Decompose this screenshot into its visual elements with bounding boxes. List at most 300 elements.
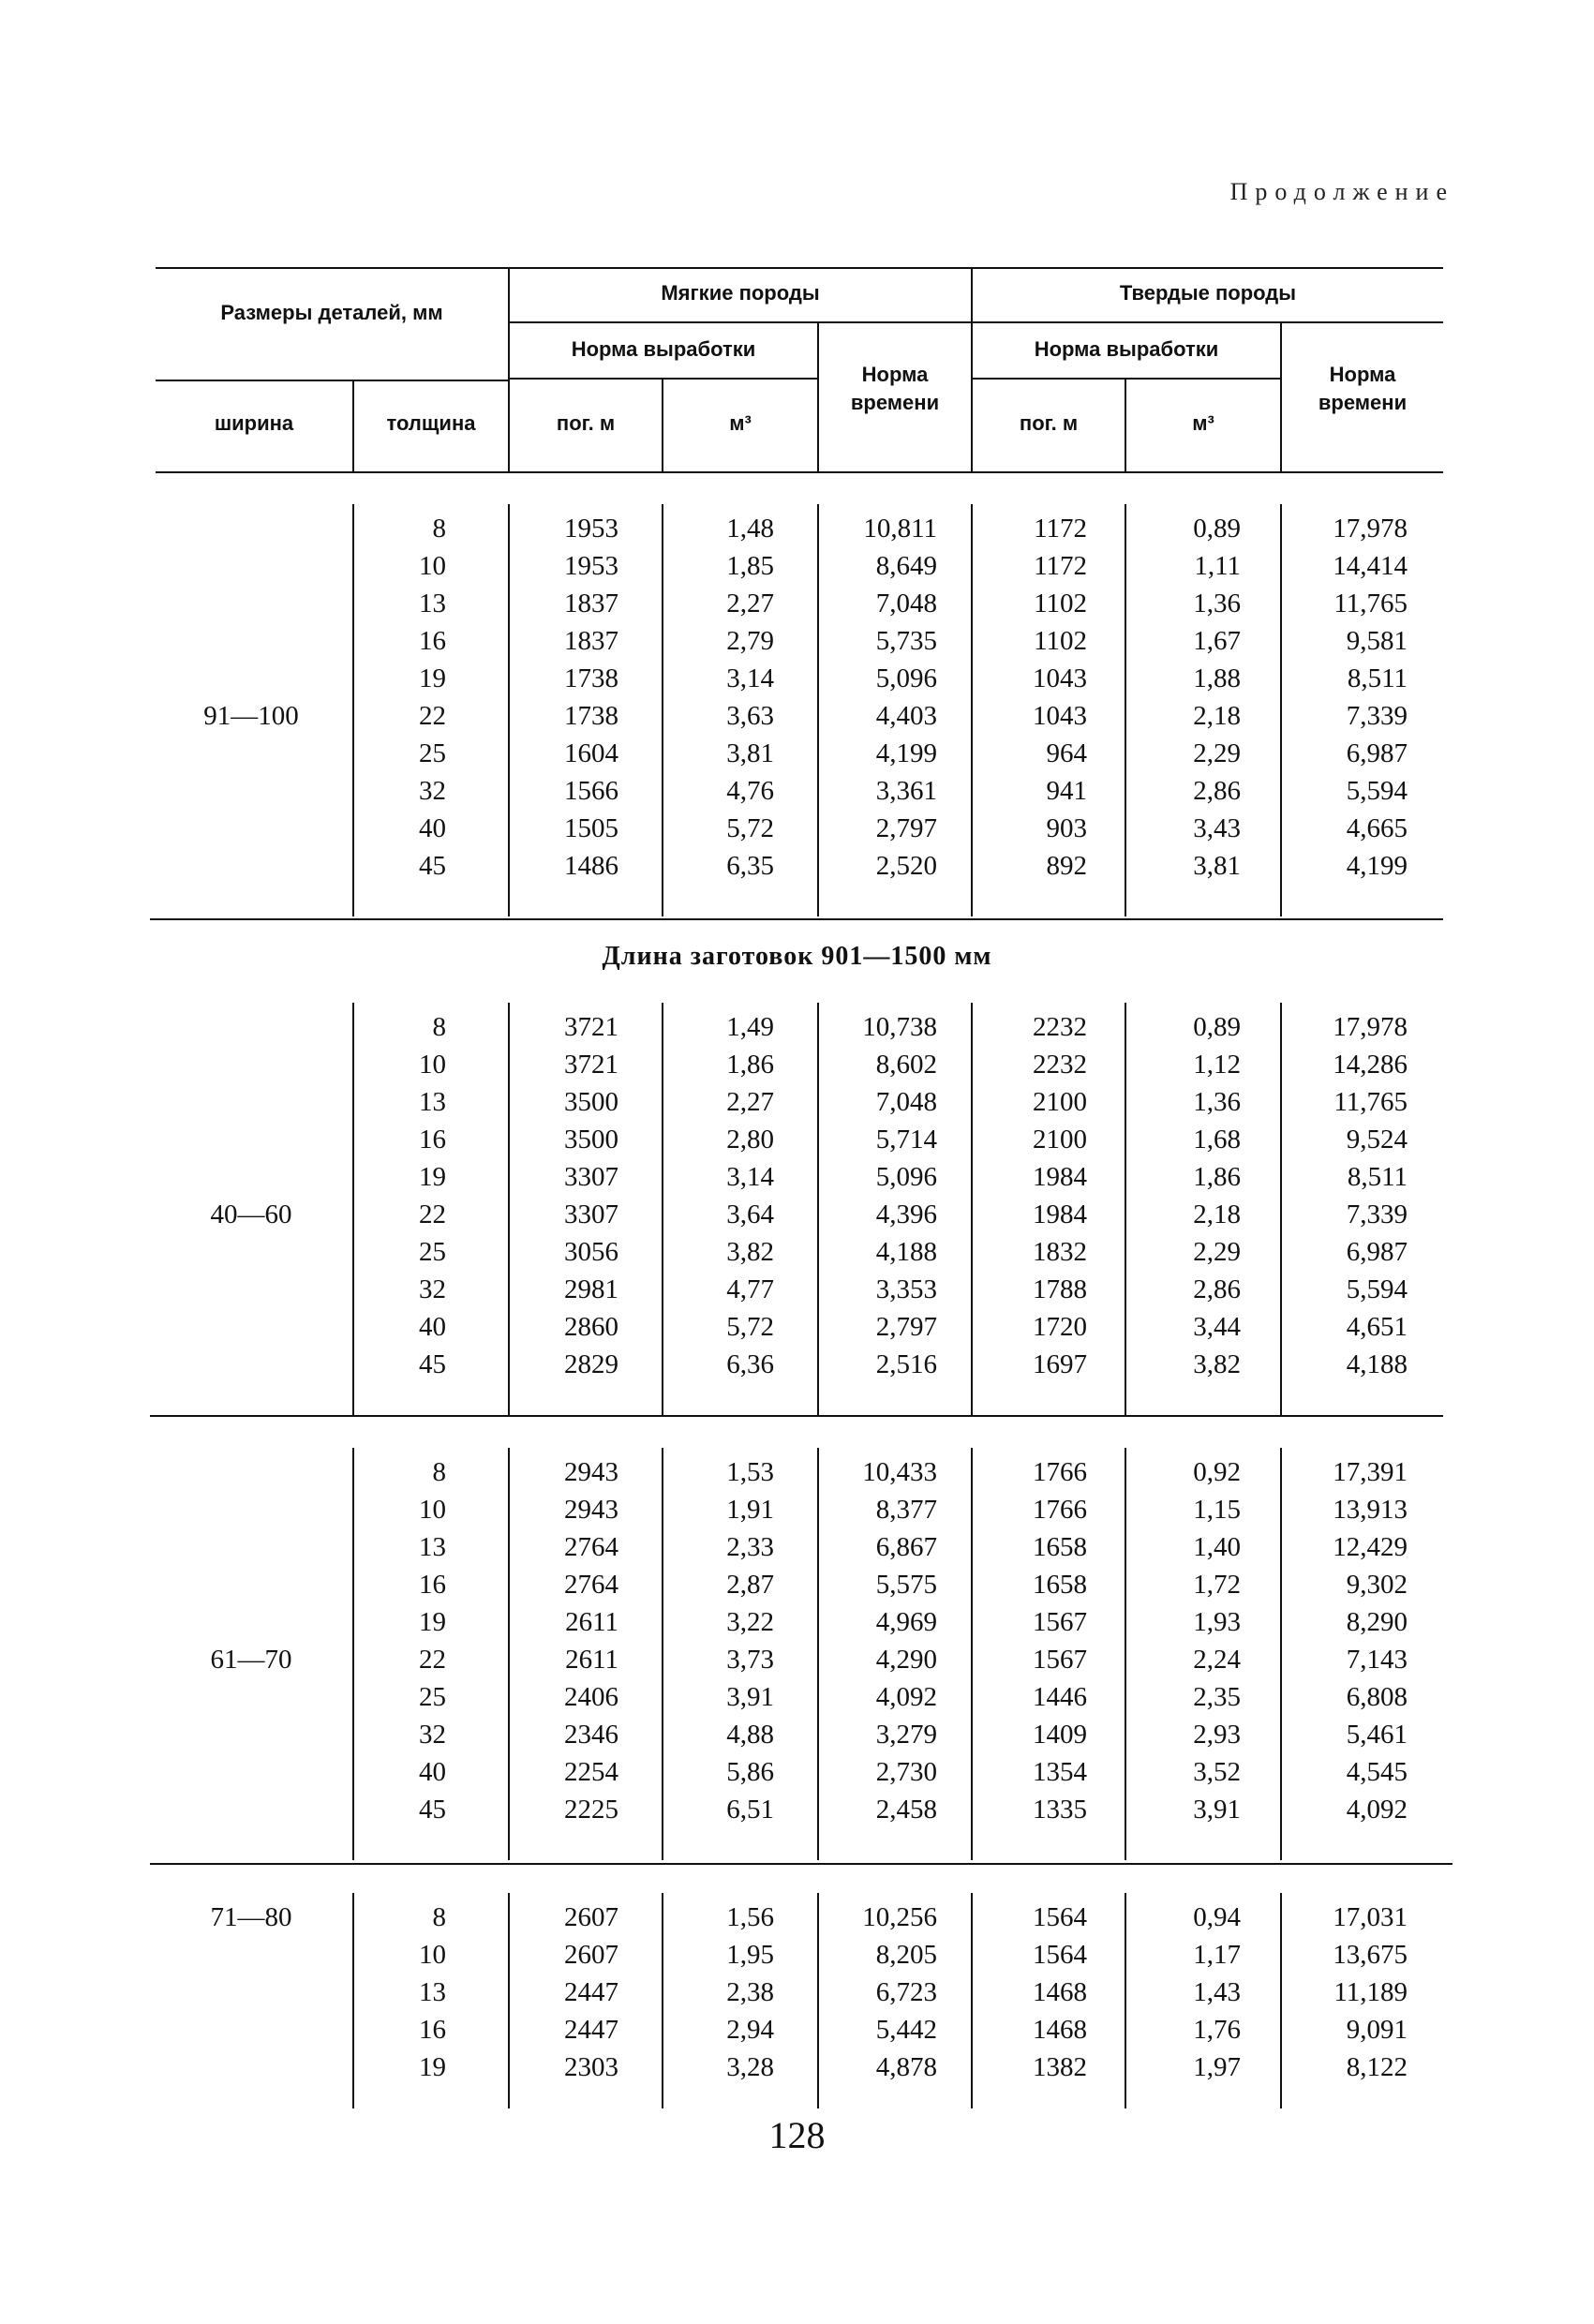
hard-cubic-m-cell: 1,68: [1193, 1125, 1241, 1155]
soft-linear-m-cell: 2225: [564, 1795, 618, 1825]
soft-cubic-m-cell: 2,80: [726, 1125, 774, 1155]
hard-linear-m-cell: 1043: [1033, 701, 1087, 731]
hard-cubic-m-cell: 0,89: [1193, 514, 1241, 544]
hard-time-norm-cell: 5,594: [1346, 1274, 1408, 1304]
soft-time-norm-cell: 4,969: [875, 1607, 937, 1637]
soft-linear-m-cell: 1566: [564, 776, 618, 806]
hard-cubic-m-cell: 1,36: [1193, 1087, 1241, 1117]
soft-time-norm-cell: 2,797: [875, 813, 937, 843]
soft-linear-m-cell: 2303: [564, 2052, 618, 2082]
soft-linear-m-cell: 2607: [564, 1940, 618, 1970]
thickness-cell: 8: [432, 1902, 446, 1932]
soft-time-norm-cell: 5,096: [875, 1162, 937, 1192]
thickness-cell: 10: [419, 1940, 446, 1970]
hard-time-norm-cell: 4,545: [1346, 1757, 1408, 1787]
soft-time-norm-cell: 10,811: [863, 514, 937, 544]
thickness-cell: 16: [419, 2015, 446, 2045]
hard-linear-m-cell: 1382: [1033, 2052, 1087, 2082]
hard-linear-m-cell: 892: [1046, 851, 1087, 881]
soft-cubic-m-cell: 2,27: [726, 588, 774, 618]
table-row: [156, 1678, 1443, 1716]
soft-cubic-m-cell: 1,91: [726, 1495, 774, 1525]
hard-linear-m-cell: 1766: [1033, 1457, 1087, 1487]
hard-cubic-m-cell: 2,35: [1193, 1682, 1241, 1712]
soft-time-norm-cell: 10,738: [862, 1012, 937, 1042]
hard-linear-m-cell: 1567: [1033, 1645, 1087, 1675]
hard-cubic-m-cell: 1,17: [1193, 1940, 1241, 1970]
thickness-cell: 45: [419, 1349, 446, 1379]
hard-linear-m-cell: 1564: [1033, 1902, 1087, 1932]
hard-time-norm-cell: 17,978: [1333, 514, 1408, 544]
soft-cubic-m-cell: 3,64: [726, 1199, 774, 1229]
hard-cubic-m-cell: 1,72: [1193, 1570, 1241, 1600]
thickness-cell: 16: [419, 1125, 446, 1155]
hard-linear-m-cell: 1468: [1033, 2015, 1087, 2045]
hard-linear-m-cell: 964: [1046, 738, 1087, 768]
soft-linear-m-cell: 3500: [564, 1087, 618, 1117]
soft-time-norm-cell: 10,256: [862, 1902, 937, 1932]
soft-time-norm-cell: 3,279: [875, 1720, 937, 1750]
soft-time-norm-cell: 2,520: [875, 851, 937, 881]
hard-time-norm-cell: 14,414: [1333, 551, 1408, 581]
hard-cubic-m-cell: 1,40: [1193, 1532, 1241, 1562]
soft-time-norm-cell: 2,458: [875, 1795, 937, 1825]
thickness-cell: 13: [419, 1532, 446, 1562]
table-row: [156, 1308, 1443, 1346]
hard-cubic-m-cell: 2,29: [1193, 738, 1241, 768]
soft-time-norm-cell: 6,867: [875, 1532, 937, 1562]
thickness-cell: 22: [419, 1199, 446, 1229]
header-soft-time-norm-2: времени: [850, 391, 940, 414]
soft-time-norm-cell: 8,649: [875, 551, 937, 581]
thickness-cell: 32: [419, 776, 446, 806]
thickness-cell: 45: [419, 1795, 446, 1825]
thickness-cell: 32: [419, 1274, 446, 1304]
thickness-cell: 19: [419, 1607, 446, 1637]
hard-time-norm-cell: 12,429: [1333, 1532, 1408, 1562]
hard-time-norm-cell: 8,511: [1347, 663, 1408, 693]
header-hard-output-norm: Норма выработки: [1034, 337, 1219, 361]
soft-time-norm-cell: 2,797: [875, 1312, 937, 1342]
hard-time-norm-cell: 17,031: [1333, 1902, 1408, 1932]
table-row: [156, 810, 1443, 847]
soft-cubic-m-cell: 1,53: [726, 1457, 774, 1487]
soft-linear-m-cell: 3721: [564, 1012, 618, 1042]
soft-linear-m-cell: 2981: [564, 1274, 618, 1304]
width-range-label: 61—70: [210, 1645, 292, 1675]
soft-cubic-m-cell: 2,79: [726, 626, 774, 656]
soft-linear-m-cell: 3056: [564, 1237, 618, 1267]
table-row: [156, 585, 1443, 622]
hard-cubic-m-cell: 2,93: [1193, 1720, 1241, 1750]
thickness-cell: 10: [419, 1050, 446, 1080]
header-soft-output-norm: Норма выработки: [571, 337, 756, 361]
table-row: [156, 1196, 1443, 1233]
hard-time-norm-cell: 6,987: [1346, 1237, 1408, 1267]
thickness-cell: 8: [432, 514, 446, 544]
table-row: [156, 1233, 1443, 1271]
header-hard-time-norm-1: Норма: [1329, 363, 1396, 386]
table-row: [156, 1936, 1443, 1974]
soft-cubic-m-cell: 2,27: [726, 1087, 774, 1117]
soft-cubic-m-cell: 6,36: [726, 1349, 774, 1379]
soft-linear-m-cell: 2447: [564, 2015, 618, 2045]
soft-time-norm-cell: 3,353: [875, 1274, 937, 1304]
table-row: [156, 2048, 1443, 2086]
hard-cubic-m-cell: 1,36: [1193, 588, 1241, 618]
hard-time-norm-cell: 7,143: [1346, 1645, 1408, 1675]
hard-cubic-m-cell: 1,86: [1193, 1162, 1241, 1192]
hard-linear-m-cell: 2100: [1033, 1087, 1087, 1117]
hard-time-norm-cell: 4,665: [1346, 813, 1408, 843]
hard-cubic-m-cell: 3,91: [1193, 1795, 1241, 1825]
soft-time-norm-cell: 10,433: [862, 1457, 937, 1487]
thickness-cell: 19: [419, 2052, 446, 2082]
hard-time-norm-cell: 9,091: [1346, 2015, 1408, 2045]
table-row: [156, 1346, 1443, 1383]
soft-linear-m-cell: 2607: [564, 1902, 618, 1932]
soft-linear-m-cell: 2254: [564, 1757, 618, 1787]
soft-cubic-m-cell: 6,35: [726, 851, 774, 881]
width-range-label: 91—100: [203, 701, 299, 731]
hard-time-norm-cell: 5,461: [1346, 1720, 1408, 1750]
table-row: [156, 847, 1443, 885]
hard-time-norm-cell: 14,286: [1333, 1050, 1408, 1080]
soft-cubic-m-cell: 3,14: [726, 663, 774, 693]
table-row: [156, 547, 1443, 585]
soft-time-norm-cell: 8,205: [875, 1940, 937, 1970]
table-row: [156, 735, 1443, 772]
soft-time-norm-cell: 4,396: [875, 1199, 937, 1229]
hard-cubic-m-cell: 2,18: [1193, 701, 1241, 731]
table-row: [156, 1641, 1443, 1678]
hard-time-norm-cell: 4,188: [1346, 1349, 1408, 1379]
thickness-cell: 10: [419, 551, 446, 581]
header-hard-cubic-m: м³: [1192, 411, 1214, 435]
soft-time-norm-cell: 6,723: [875, 1977, 937, 2007]
hard-cubic-m-cell: 3,44: [1193, 1312, 1241, 1342]
hard-linear-m-cell: 941: [1046, 776, 1087, 806]
soft-linear-m-cell: 2943: [564, 1457, 618, 1487]
hard-time-norm-cell: 6,987: [1346, 738, 1408, 768]
soft-cubic-m-cell: 1,49: [726, 1012, 774, 1042]
table-row: [156, 1899, 1443, 1936]
soft-cubic-m-cell: 5,86: [726, 1757, 774, 1787]
thickness-cell: 22: [419, 701, 446, 731]
hard-time-norm-cell: 8,290: [1346, 1607, 1408, 1637]
table-row: [156, 1083, 1443, 1121]
table-row: [156, 1121, 1443, 1158]
soft-cubic-m-cell: 6,51: [726, 1795, 774, 1825]
thickness-cell: 13: [419, 1087, 446, 1117]
header-soft-wood: Мягкие породы: [661, 281, 820, 305]
thickness-cell: 8: [432, 1457, 446, 1487]
hard-cubic-m-cell: 1,93: [1193, 1607, 1241, 1637]
hard-cubic-m-cell: 1,15: [1193, 1495, 1241, 1525]
hard-cubic-m-cell: 2,29: [1193, 1237, 1241, 1267]
thickness-cell: 8: [432, 1012, 446, 1042]
soft-linear-m-cell: 2611: [565, 1645, 618, 1675]
thickness-cell: 25: [419, 738, 446, 768]
soft-cubic-m-cell: 3,28: [726, 2052, 774, 2082]
group-block: [156, 1448, 1443, 1860]
soft-cubic-m-cell: 1,86: [726, 1050, 774, 1080]
table-row: [156, 1791, 1443, 1828]
thickness-cell: 22: [419, 1645, 446, 1675]
hard-time-norm-cell: 11,765: [1333, 588, 1408, 618]
hard-time-norm-cell: 4,651: [1346, 1312, 1408, 1342]
thickness-cell: 16: [419, 1570, 446, 1600]
thickness-cell: 40: [419, 813, 446, 843]
table-row: [156, 1453, 1443, 1491]
soft-linear-m-cell: 1486: [564, 851, 618, 881]
soft-cubic-m-cell: 3,63: [726, 701, 774, 731]
group-block: [156, 1893, 1443, 2108]
hard-time-norm-cell: 13,675: [1333, 1940, 1408, 1970]
hard-linear-m-cell: 1720: [1033, 1312, 1087, 1342]
soft-linear-m-cell: 3721: [564, 1050, 618, 1080]
hard-time-norm-cell: 13,913: [1333, 1495, 1408, 1525]
soft-linear-m-cell: 3307: [564, 1162, 618, 1192]
table-row: [156, 510, 1443, 547]
header-hard-wood: Твердые породы: [1119, 281, 1297, 305]
soft-linear-m-cell: 1505: [564, 813, 618, 843]
width-range-label: 40—60: [210, 1199, 292, 1229]
hard-cubic-m-cell: 1,12: [1193, 1050, 1241, 1080]
soft-cubic-m-cell: 4,76: [726, 776, 774, 806]
soft-time-norm-cell: 2,516: [875, 1349, 937, 1379]
hard-linear-m-cell: 1766: [1033, 1495, 1087, 1525]
soft-time-norm-cell: 5,714: [875, 1125, 937, 1155]
hard-time-norm-cell: 7,339: [1346, 1199, 1408, 1229]
soft-cubic-m-cell: 3,14: [726, 1162, 774, 1192]
hard-time-norm-cell: 8,511: [1347, 1162, 1408, 1192]
hard-linear-m-cell: 1832: [1033, 1237, 1087, 1267]
hard-linear-m-cell: 1043: [1033, 663, 1087, 693]
soft-linear-m-cell: 1738: [564, 701, 618, 731]
soft-linear-m-cell: 2447: [564, 1977, 618, 2007]
table-row: [156, 772, 1443, 810]
header-width: ширина: [214, 411, 294, 435]
hard-linear-m-cell: 1984: [1033, 1162, 1087, 1192]
hard-linear-m-cell: 1172: [1034, 514, 1087, 544]
table-row: [156, 660, 1443, 697]
hard-cubic-m-cell: 1,11: [1194, 551, 1241, 581]
table-row: [156, 1008, 1443, 1046]
soft-linear-m-cell: 2829: [564, 1349, 618, 1379]
table-row: [156, 1046, 1443, 1083]
hard-linear-m-cell: 903: [1046, 813, 1087, 843]
table-row: [156, 697, 1443, 735]
soft-linear-m-cell: 2764: [564, 1532, 618, 1562]
soft-cubic-m-cell: 2,87: [726, 1570, 774, 1600]
table-row: [156, 1491, 1443, 1528]
thickness-cell: 19: [419, 1162, 446, 1192]
hard-cubic-m-cell: 3,81: [1193, 851, 1241, 881]
table-row: [156, 1566, 1443, 1603]
thickness-cell: 40: [419, 1312, 446, 1342]
hard-time-norm-cell: 5,594: [1346, 776, 1408, 806]
header-dimensions: Размеры деталей, мм: [220, 301, 443, 324]
thickness-cell: 16: [419, 626, 446, 656]
soft-time-norm-cell: 5,096: [875, 663, 937, 693]
soft-time-norm-cell: 4,199: [875, 738, 937, 768]
hard-cubic-m-cell: 1,76: [1193, 2015, 1241, 2045]
soft-cubic-m-cell: 2,94: [726, 2015, 774, 2045]
soft-linear-m-cell: 2406: [564, 1682, 618, 1712]
soft-linear-m-cell: 2943: [564, 1495, 618, 1525]
thickness-cell: 10: [419, 1495, 446, 1525]
soft-time-norm-cell: 7,048: [875, 588, 937, 618]
soft-time-norm-cell: 5,735: [875, 626, 937, 656]
hard-cubic-m-cell: 1,88: [1193, 663, 1241, 693]
soft-linear-m-cell: 3500: [564, 1125, 618, 1155]
soft-cubic-m-cell: 1,56: [726, 1902, 774, 1932]
soft-linear-m-cell: 1738: [564, 663, 618, 693]
group-block: [156, 1003, 1443, 1415]
hard-linear-m-cell: 1102: [1034, 588, 1087, 618]
thickness-cell: 25: [419, 1682, 446, 1712]
soft-cubic-m-cell: 5,72: [726, 813, 774, 843]
width-range-label: 71—80: [210, 1902, 292, 1932]
hard-time-norm-cell: 17,391: [1333, 1457, 1408, 1487]
table-row: [156, 1716, 1443, 1753]
soft-time-norm-cell: 3,361: [875, 776, 937, 806]
soft-cubic-m-cell: 3,91: [726, 1682, 774, 1712]
soft-linear-m-cell: 1837: [564, 626, 618, 656]
soft-linear-m-cell: 2346: [564, 1720, 618, 1750]
hard-time-norm-cell: 7,339: [1346, 701, 1408, 731]
hard-linear-m-cell: 1354: [1033, 1757, 1087, 1787]
hard-cubic-m-cell: 2,24: [1193, 1645, 1241, 1675]
soft-time-norm-cell: 4,092: [875, 1682, 937, 1712]
table-row: [156, 1753, 1443, 1791]
thickness-cell: 25: [419, 1237, 446, 1267]
soft-cubic-m-cell: 2,33: [726, 1532, 774, 1562]
hard-cubic-m-cell: 1,67: [1193, 626, 1241, 656]
hard-cubic-m-cell: 0,94: [1193, 1902, 1241, 1932]
hard-linear-m-cell: 1564: [1033, 1940, 1087, 1970]
soft-linear-m-cell: 1953: [564, 514, 618, 544]
hard-linear-m-cell: 1102: [1034, 626, 1087, 656]
soft-time-norm-cell: 5,442: [875, 2015, 937, 2045]
hard-cubic-m-cell: 2,86: [1193, 776, 1241, 806]
thickness-cell: 13: [419, 1977, 446, 2007]
hard-linear-m-cell: 1658: [1033, 1570, 1087, 1600]
header-soft-cubic-m: м³: [729, 411, 752, 435]
soft-linear-m-cell: 3307: [564, 1199, 618, 1229]
soft-cubic-m-cell: 4,88: [726, 1720, 774, 1750]
soft-cubic-m-cell: 3,81: [726, 738, 774, 768]
soft-time-norm-cell: 4,403: [875, 701, 937, 731]
soft-linear-m-cell: 1604: [564, 738, 618, 768]
hard-time-norm-cell: 8,122: [1346, 2052, 1408, 2082]
hard-cubic-m-cell: 2,18: [1193, 1199, 1241, 1229]
header-soft-time-norm-1: Норма: [861, 363, 929, 386]
soft-time-norm-cell: 4,188: [875, 1237, 937, 1267]
table-row: [156, 1271, 1443, 1308]
page-number: 128: [768, 2114, 826, 2156]
soft-linear-m-cell: 1837: [564, 588, 618, 618]
thickness-cell: 32: [419, 1720, 446, 1750]
hard-cubic-m-cell: 2,86: [1193, 1274, 1241, 1304]
thickness-cell: 19: [419, 663, 446, 693]
hard-time-norm-cell: 4,199: [1346, 851, 1408, 881]
hard-linear-m-cell: 1409: [1033, 1720, 1087, 1750]
soft-cubic-m-cell: 3,82: [726, 1237, 774, 1267]
hard-linear-m-cell: 2232: [1033, 1012, 1087, 1042]
table-row: [156, 622, 1443, 660]
header-hard-linear-m: пог. м: [1019, 411, 1079, 435]
hard-cubic-m-cell: 0,92: [1193, 1457, 1241, 1487]
thickness-cell: 45: [419, 851, 446, 881]
soft-cubic-m-cell: 3,73: [726, 1645, 774, 1675]
hard-linear-m-cell: 1697: [1033, 1349, 1087, 1379]
hard-time-norm-cell: 6,808: [1346, 1682, 1408, 1712]
soft-linear-m-cell: 2764: [564, 1570, 618, 1600]
soft-time-norm-cell: 8,602: [875, 1050, 937, 1080]
table-row: [156, 1603, 1443, 1641]
soft-time-norm-cell: 4,878: [875, 2052, 937, 2082]
hard-time-norm-cell: 11,189: [1333, 1977, 1408, 2007]
table-header: [156, 267, 1443, 473]
soft-cubic-m-cell: 1,85: [726, 551, 774, 581]
table-row: [156, 2011, 1443, 2048]
hard-linear-m-cell: 1658: [1033, 1532, 1087, 1562]
header-thickness: толщина: [386, 411, 476, 435]
hard-linear-m-cell: 1984: [1033, 1199, 1087, 1229]
table-row: [156, 1974, 1443, 2011]
hard-linear-m-cell: 1567: [1033, 1607, 1087, 1637]
header-soft-linear-m: пог. м: [556, 411, 616, 435]
hard-cubic-m-cell: 3,43: [1193, 813, 1241, 843]
hard-linear-m-cell: 1468: [1033, 1977, 1087, 2007]
hard-cubic-m-cell: 3,82: [1193, 1349, 1241, 1379]
table-row: [156, 1158, 1443, 1196]
soft-linear-m-cell: 1953: [564, 551, 618, 581]
hard-linear-m-cell: 2100: [1033, 1125, 1087, 1155]
hard-time-norm-cell: 9,302: [1346, 1570, 1408, 1600]
hard-linear-m-cell: 1788: [1033, 1274, 1087, 1304]
soft-time-norm-cell: 2,730: [875, 1757, 937, 1787]
soft-time-norm-cell: 5,575: [875, 1570, 937, 1600]
thickness-cell: 13: [419, 588, 446, 618]
hard-cubic-m-cell: 3,52: [1193, 1757, 1241, 1787]
soft-cubic-m-cell: 5,72: [726, 1312, 774, 1342]
hard-time-norm-cell: 17,978: [1333, 1012, 1408, 1042]
soft-time-norm-cell: 8,377: [875, 1495, 937, 1525]
hard-cubic-m-cell: 1,43: [1193, 1977, 1241, 2007]
soft-cubic-m-cell: 4,77: [726, 1274, 774, 1304]
soft-cubic-m-cell: 3,22: [726, 1607, 774, 1637]
hard-time-norm-cell: 4,092: [1346, 1795, 1408, 1825]
soft-cubic-m-cell: 1,48: [726, 514, 774, 544]
hard-cubic-m-cell: 0,89: [1193, 1012, 1241, 1042]
soft-linear-m-cell: 2611: [565, 1607, 618, 1637]
header-hard-time-norm-2: времени: [1318, 391, 1408, 414]
group-block: [156, 504, 1443, 916]
hard-linear-m-cell: 1335: [1033, 1795, 1087, 1825]
thickness-cell: 40: [419, 1757, 446, 1787]
blank-length-caption: Длина заготовок 901—1500 мм: [602, 942, 992, 971]
soft-time-norm-cell: 7,048: [875, 1087, 937, 1117]
soft-cubic-m-cell: 2,38: [726, 1977, 774, 2007]
hard-cubic-m-cell: 1,97: [1193, 2052, 1241, 2082]
hard-time-norm-cell: 11,765: [1333, 1087, 1408, 1117]
hard-linear-m-cell: 1172: [1034, 551, 1087, 581]
hard-time-norm-cell: 9,581: [1346, 626, 1408, 656]
hard-linear-m-cell: 2232: [1033, 1050, 1087, 1080]
